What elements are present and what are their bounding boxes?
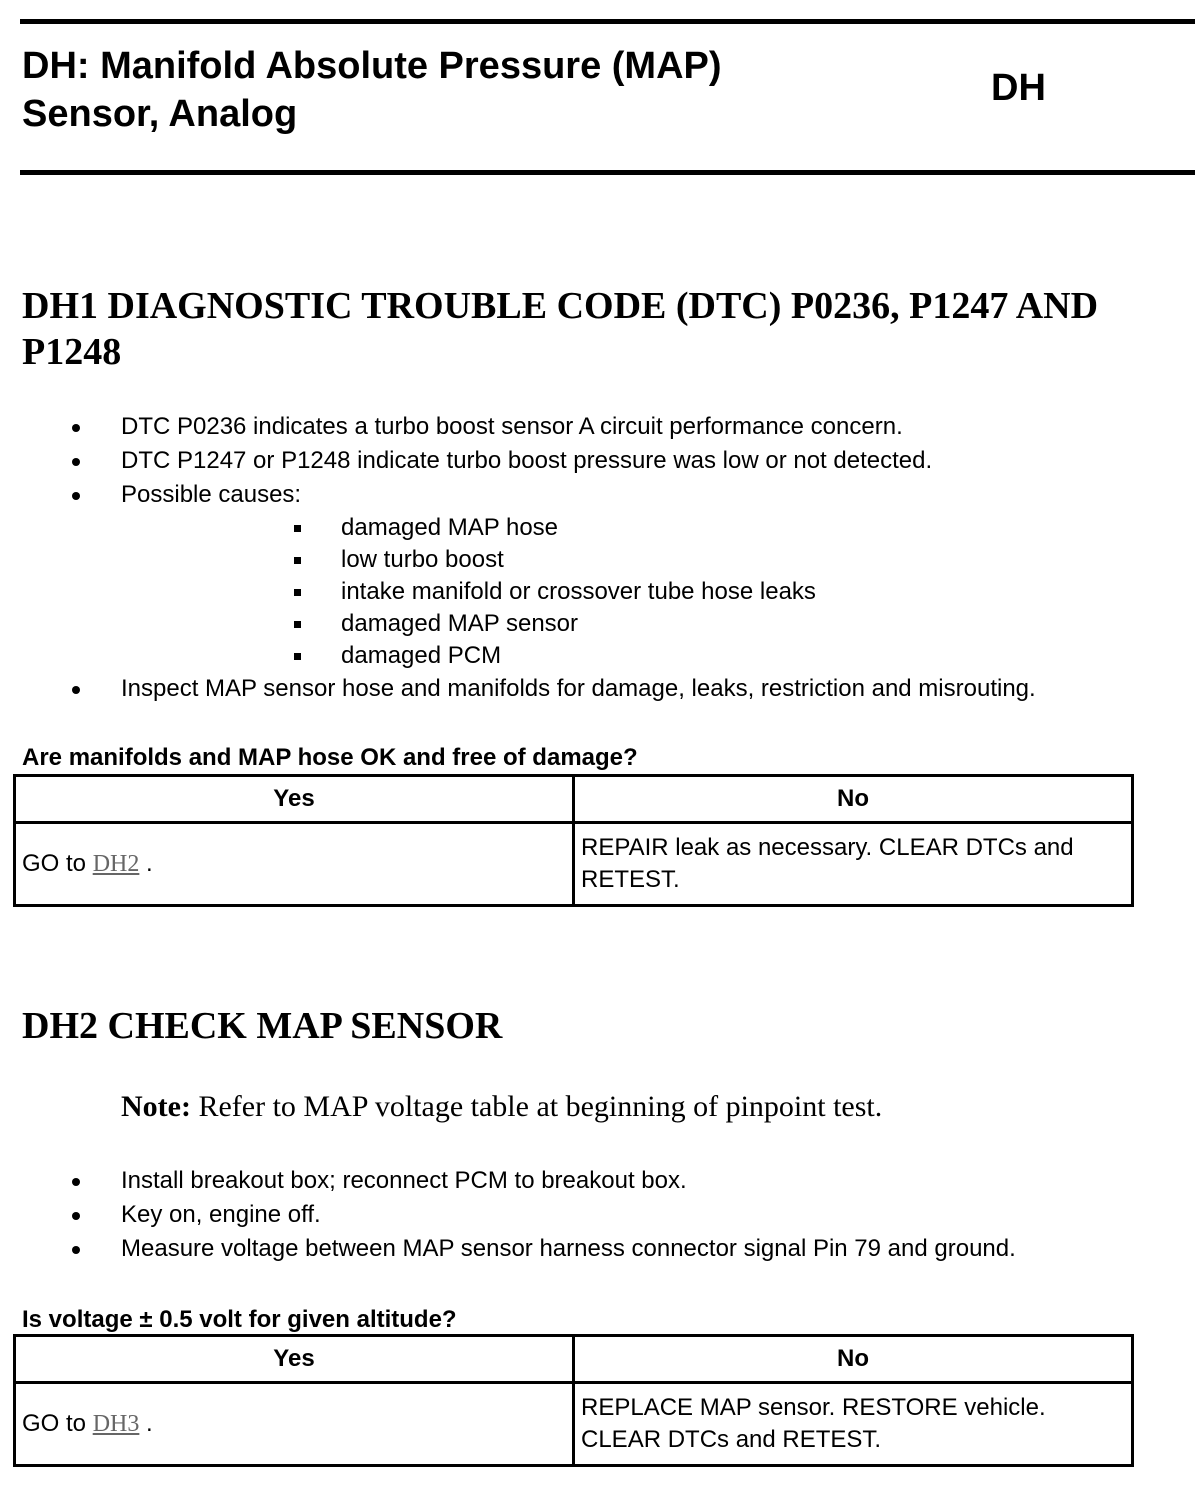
page-title-line-2: Sensor, Analog <box>22 93 298 135</box>
no-cell: REPAIR leak as necessary. CLEAR DTCs and RETEST. <box>574 823 1133 906</box>
yes-prefix: GO to <box>22 850 93 877</box>
dh1-bullet-list <box>0 410 1200 706</box>
dh1-yes-no-table <box>13 774 1134 907</box>
yes-prefix: GO to <box>22 1410 93 1437</box>
dh2-bullet-list <box>0 1164 1200 1266</box>
page-title-line-1: DH: Manifold Absolute Pressure (MAP) <box>22 45 722 87</box>
dh2-heading: DH2 CHECK MAP SENSOR <box>22 1005 503 1047</box>
dh2-question: Is voltage ± 0.5 volt for given altitude? <box>22 1306 457 1333</box>
dh1-bullet-1: DTC P0236 indicates a turbo boost sensor A circuit performance concern. <box>0 410 1200 444</box>
dh1-bullet-2: DTC P1247 or P1248 indicate turbo boost pressure was low or not detected. <box>0 444 1200 478</box>
dh1-bullet-3-text: Possible causes: <box>121 481 302 508</box>
possible-causes-list <box>121 512 1200 672</box>
header-top-rule <box>20 19 1195 24</box>
yes-header: Yes <box>15 776 574 823</box>
yes-header: Yes <box>15 1336 574 1383</box>
no-header: No <box>574 1336 1133 1383</box>
yes-cell <box>15 1383 574 1466</box>
no-cell: REPLACE MAP sensor. RESTORE vehicle. CLEAR DTCs and RETEST. <box>574 1383 1133 1466</box>
link-dh3[interactable]: DH3 <box>92 1411 140 1437</box>
note-label: Note: <box>121 1090 191 1123</box>
dh1-question: Are manifolds and MAP hose OK and free of damage? <box>22 744 638 771</box>
dh1-heading: DH1 DIAGNOSTIC TROUBLE CODE (DTC) P0236, P1247 AND P1248 <box>22 285 1099 373</box>
page-title <box>22 42 922 138</box>
yes-suffix: . <box>139 850 153 877</box>
cause-item: damaged MAP hose <box>121 512 1200 544</box>
dh2-yes-no-table <box>13 1334 1134 1467</box>
dh2-bullet-1: Install breakout box; reconnect PCM to breakout box. <box>0 1164 1200 1198</box>
dh2-bullet-2: Key on, engine off. <box>0 1198 1200 1232</box>
note-text: Refer to MAP voltage table at beginning of pinpoint test. <box>190 1090 883 1123</box>
dh1-bullet-4: Inspect MAP sensor hose and manifolds for damage, leaks, restriction and misrouting. <box>0 672 1200 706</box>
cause-item: intake manifold or crossover tube hose leaks <box>121 576 1200 608</box>
header-bottom-rule <box>20 170 1195 175</box>
yes-suffix: . <box>139 1410 153 1437</box>
dh2-note <box>121 1088 882 1126</box>
dh1-bullet-3 <box>0 478 1200 672</box>
cause-item: damaged PCM <box>121 640 1200 672</box>
section-code: DH <box>991 67 1046 109</box>
dh2-bullet-3: Measure voltage between MAP sensor harness connector signal Pin 79 and ground. <box>0 1232 1200 1266</box>
link-dh2[interactable]: DH2 <box>92 851 140 877</box>
no-header: No <box>574 776 1133 823</box>
cause-item: low turbo boost <box>121 544 1200 576</box>
cause-item: damaged MAP sensor <box>121 608 1200 640</box>
yes-cell <box>15 823 574 906</box>
